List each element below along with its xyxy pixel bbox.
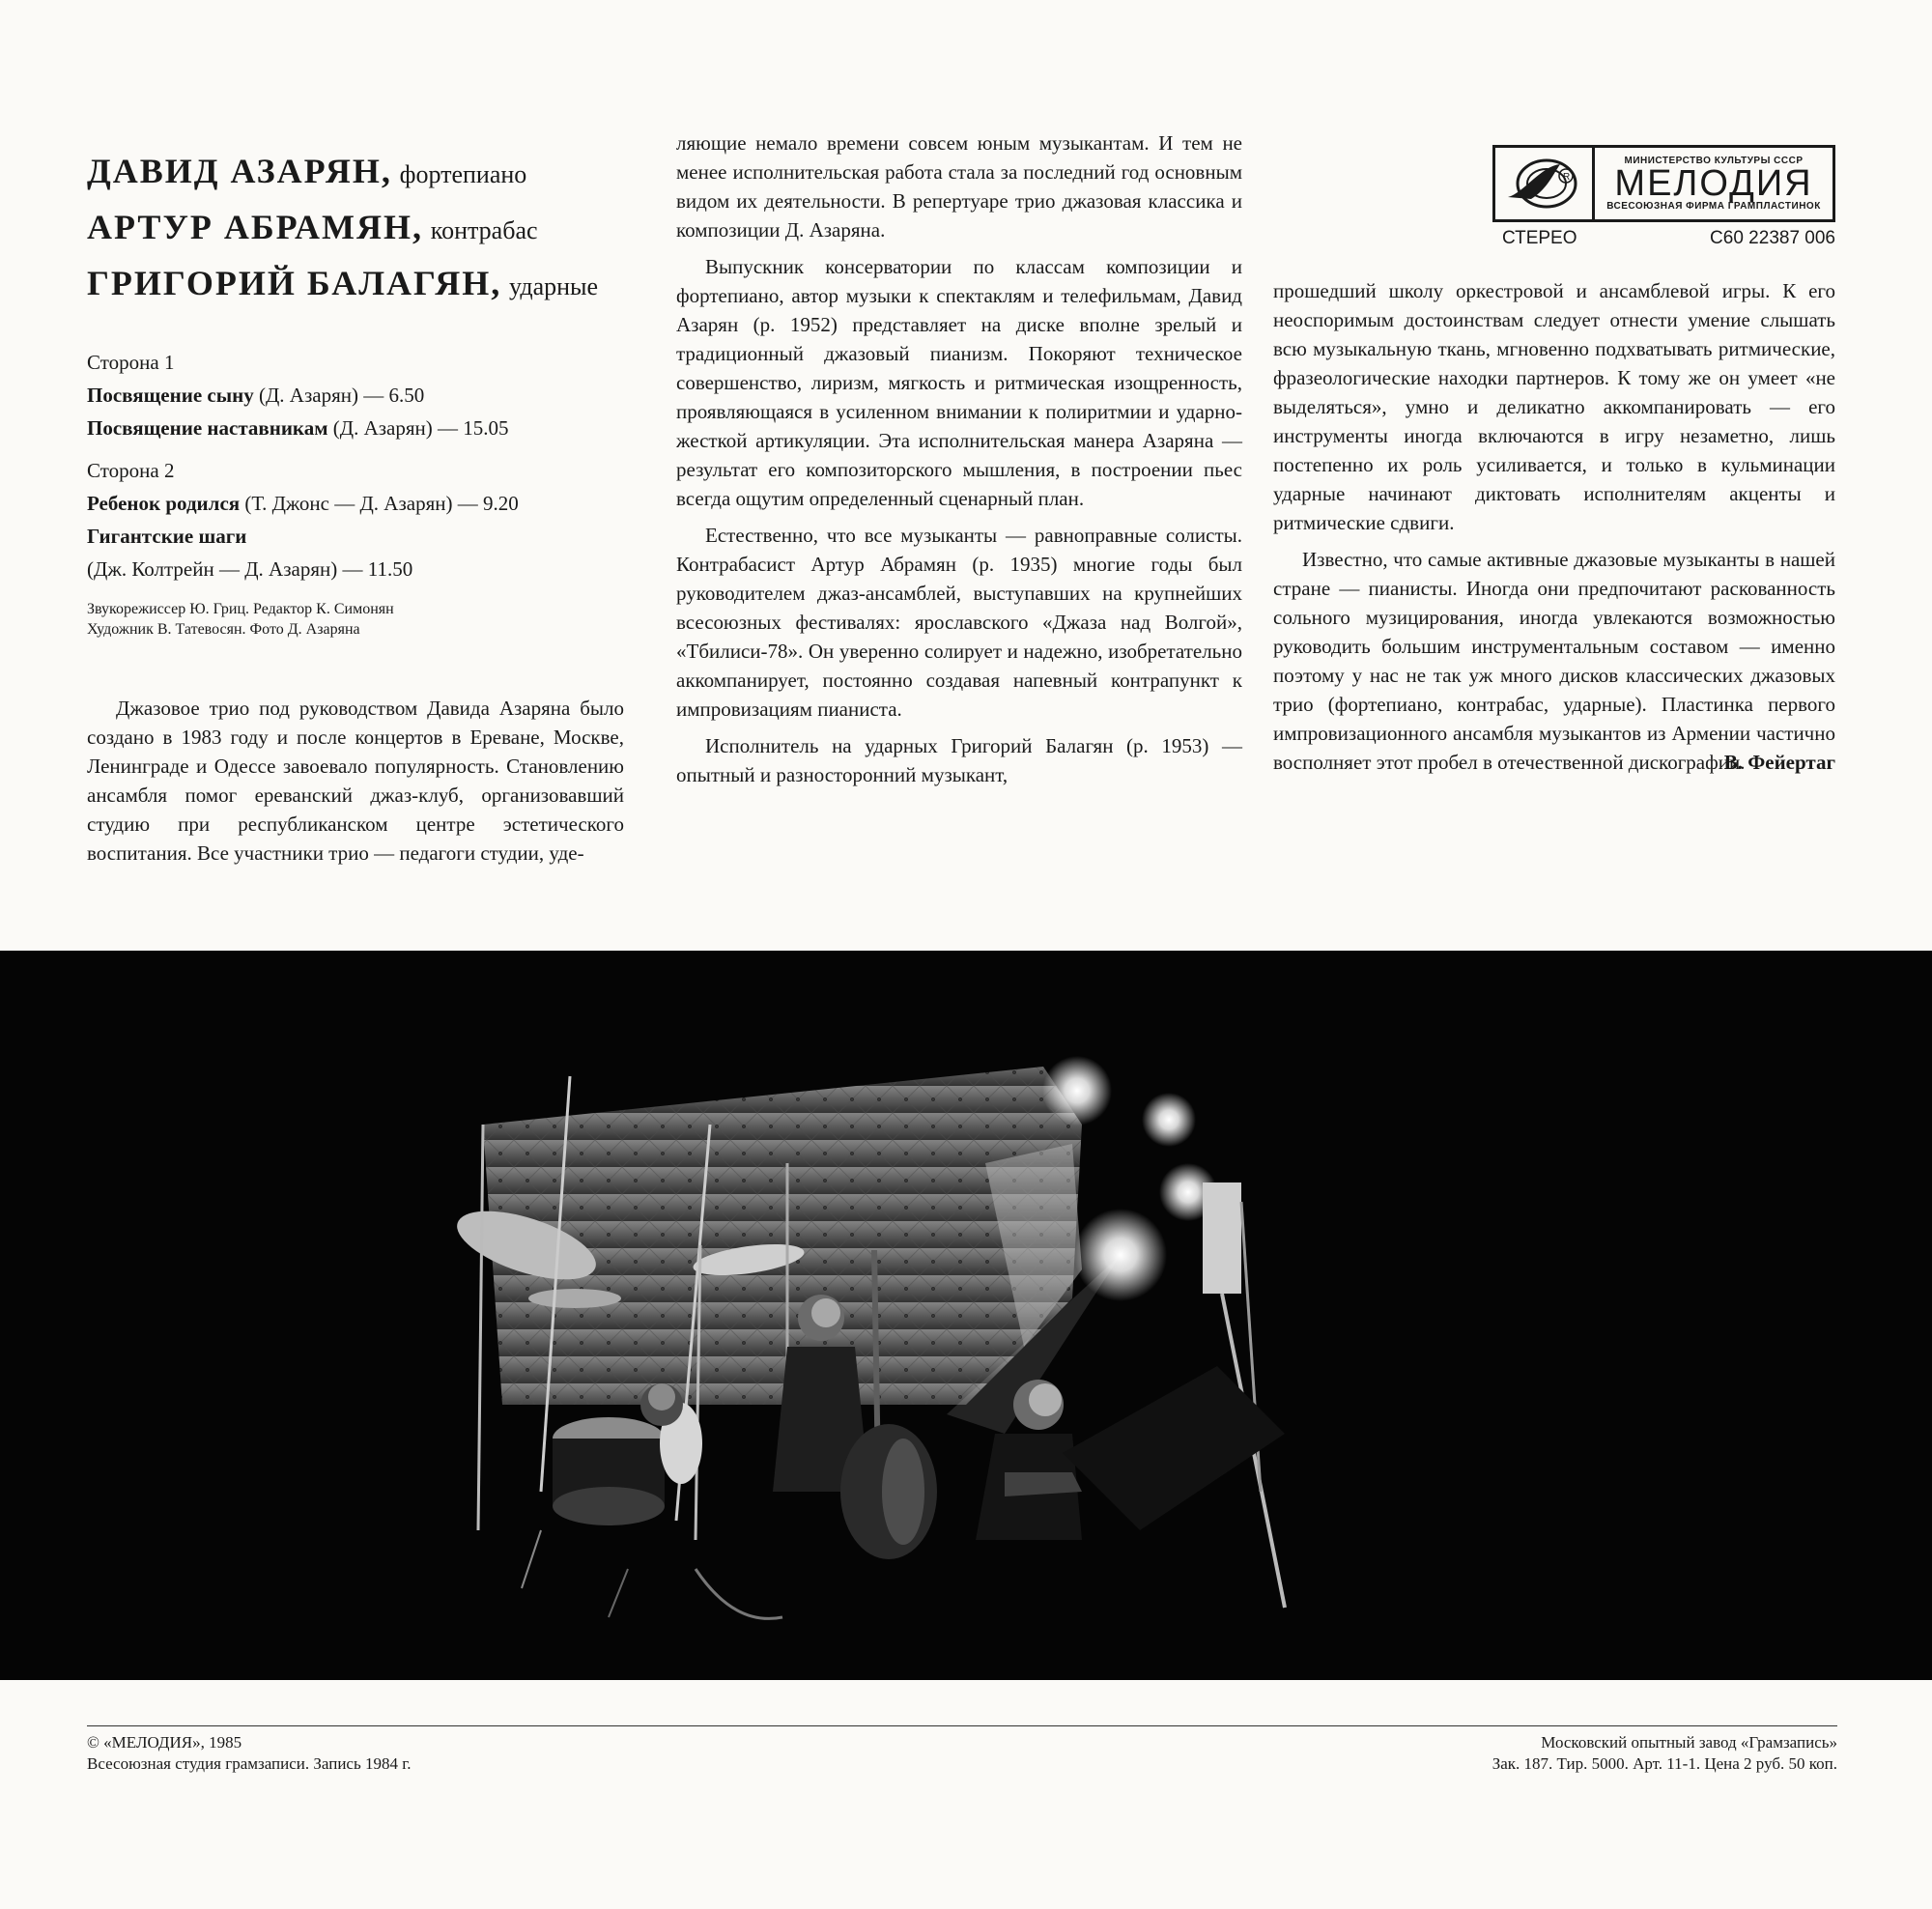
track-title: Посвящение наставникам <box>87 416 328 440</box>
paragraph: прошедший школу оркестровой и ансамблевой игры. К его неоспоримым достоинствам следует отнести умение слышать всю музыкальную ткань, мгновенно подхватывать ритмические, фразеологические находки партнеров. К тому же он умеет «не выделяться», умно и деликатно аккомпанировать — его инструменты иногда включаются в игру незаметно, лишь постепенно их роль усиливается, и только в кульминации ударные начинают диктовать исполнителям акценты и ритмические сдвиги. <box>1273 279 1835 534</box>
footer-left <box>87 1732 412 1775</box>
logo-text <box>1595 148 1833 219</box>
track-title: Ребенок родился <box>87 492 241 515</box>
track-title: Посвящение сыну <box>87 384 254 407</box>
performers-block <box>87 145 628 313</box>
print-info: Зак. 187. Тир. 5000. Арт. 11-1. Цена 2 руб. 50 коп. <box>1492 1754 1837 1773</box>
track-credits: (Д. Азарян) — 15.05 <box>327 416 509 440</box>
track-item <box>87 487 667 520</box>
track-item-credits <box>87 553 667 585</box>
track-credits: (Д. Азарян) — 6.50 <box>253 384 425 407</box>
side-1-label: Сторона 1 <box>87 351 175 374</box>
text-column-3 <box>1273 276 1835 777</box>
catalog-info <box>1502 228 1835 249</box>
text-column-1 <box>87 694 624 868</box>
credits-line: Звукорежиссер Ю. Гриц. Редактор К. Симонян <box>87 601 394 617</box>
track-item <box>87 412 667 444</box>
performer-role: ударные <box>509 272 599 300</box>
performer-name: АРТУР АБРАМЯН, <box>87 208 424 246</box>
footer-right <box>1492 1732 1837 1775</box>
production-credits <box>87 599 667 640</box>
paragraph: Известно, что самые активные джазовые музыканты в нашей стране — пианисты. Иногда они предпочитают раскованность сольного музицирования, иногда увлекаются возможностью руководить большим инструментальным составом — именно поэтому у нас не так уж много дисков классических джазовых трио (фортепиано, контрабас, ударные). Пластинка первого импровизационного ансамбля музыкантов из Армении частично восполняет этот пробел в отечественной дискографии. <box>1273 548 1835 774</box>
paragraph: ляющие немало времени совсем юным музыкантам. И тем не менее исполнительская работа стала за последний год основным видом их деятельности. В репертуаре трио джазовая классика и композиции Д. Азаряна. <box>676 131 1242 242</box>
track-credits: (Дж. Колтрейн — Д. Азарян) — 11.50 <box>87 557 413 581</box>
text-column-2 <box>676 128 1242 789</box>
melodiya-emblem-icon <box>1495 148 1595 219</box>
catalog-number: С60 22387 006 <box>1710 228 1835 248</box>
side-2-label: Сторона 2 <box>87 459 175 482</box>
author-signature: В. Фейертаг <box>1723 751 1835 774</box>
footer-divider <box>87 1725 1837 1726</box>
paragraph: Естественно, что все музыканты — равноправные солисты. Контрабасист Артур Абрамян (р. 1935) многие годы был руководителем джаз-ансамблей, выступавших на крупнейших всесоюзных фестивалях: ярославского «Джаза над Волгой», «Тбилиси-78». Он уверенно солирует и надежно, изобретательно аккомпанирует, постоянно создавая напевный контрапункт к импровизациям пианиста. <box>676 524 1242 721</box>
track-credits: (Т. Джонс — Д. Азарян) — 9.20 <box>240 492 519 515</box>
paragraph: Выпускник консерватории по классам композиции и фортепиано, автор музыки к спектаклям и телефильмам, Давид Азарян (р. 1952) представляет на диске вполне зрелый и традиционный джазовый пианизм. Покоряют техническое совершенство, лиризм, мягкость и ритмическая изощренность, проявляющаяся в усиленном внимании к полиритмии и ударно-жесткой артикуляции. Эта исполнительская манера Азаряна — результат его композиторского мышления, в построении пьес всегда ощутим определенный сценарный план. <box>676 255 1242 510</box>
svg-text:R: R <box>1563 172 1571 183</box>
performer-line <box>87 145 628 201</box>
melodiya-logo <box>1492 145 1835 222</box>
copyright: © «МЕЛОДИЯ», 1985 <box>87 1733 242 1752</box>
concert-photo <box>0 951 1932 1680</box>
logo-ministry: МИНИСТЕРСТВО КУЛЬТУРЫ СССР <box>1624 156 1804 166</box>
paragraph: Джазовое трио под руководством Давида Азаряна было создано в 1983 году и после концертов в Ереване, Москве, Ленинграде и Одессе завоевало популярность. Становлению ансамбля помог ереванский джаз-клуб, организовавший студию при республиканском центре эстетического воспитания. Все участники трио — педагоги студии, уде- <box>87 697 624 865</box>
track-title: Гигантские шаги <box>87 525 247 548</box>
performer-line <box>87 201 628 257</box>
performer-role: контрабас <box>430 216 538 244</box>
recording-studio: Всесоюзная студия грамзаписи. Запись 1984 г. <box>87 1754 412 1773</box>
performer-name: ДАВИД АЗАРЯН, <box>87 152 392 190</box>
credits-line: Художник В. Татевосян. Фото Д. Азаряна <box>87 621 360 638</box>
paragraph: Исполнитель на ударных Григорий Балагян (р. 1953) — опытный и разносторонний музыкант, <box>676 734 1242 786</box>
stereo-label: СТЕРЕО <box>1502 228 1577 248</box>
logo-firm: ВСЕСОЮЗНАЯ ФИРМА ГРАМПЛАСТИНОК <box>1606 201 1821 212</box>
performer-role: фортепиано <box>399 160 527 188</box>
performer-line <box>87 257 628 313</box>
track-item <box>87 520 667 553</box>
track-item <box>87 379 667 412</box>
performer-name: ГРИГОРИЙ БАЛАГЯН, <box>87 264 502 302</box>
logo-name: МЕЛОДИЯ <box>1614 163 1813 204</box>
factory: Московский опытный завод «Грамзапись» <box>1541 1733 1837 1752</box>
tracklist <box>87 346 667 585</box>
